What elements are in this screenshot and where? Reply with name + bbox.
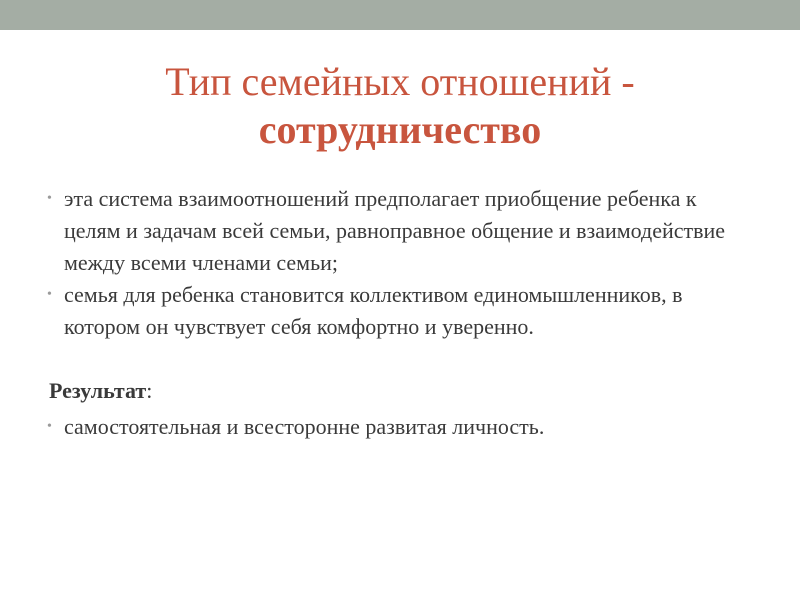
bullet-item [47,183,747,279]
bullet-item [47,279,747,343]
result-colon: : [146,378,153,403]
bullet-text: семья для ребенка становится коллективом единомышленников, в котором он чувствует себя комфортно и уверенно. [64,282,683,339]
top-bar [0,0,800,30]
title-line-2: сотрудничество [258,107,542,152]
bullet-text: самостоятельная и всесторонне развитая личность. [64,414,545,439]
bullet-icon: • [47,419,52,434]
slide-content [47,183,747,443]
bullet-item [47,411,747,443]
bullet-text: эта система взаимоотношений предполагает приобщение ребенка к целям и задачам всей семьи, равноправное общение и взаимодействие между всеми членами семьи; [64,186,726,275]
result-heading [49,371,747,411]
bullet-icon: • [47,191,52,206]
title-line-1: Тип семейных отношений - [165,59,635,104]
result-label: Результат [49,378,147,403]
slide-title [40,58,760,154]
bullet-icon: • [47,287,52,302]
